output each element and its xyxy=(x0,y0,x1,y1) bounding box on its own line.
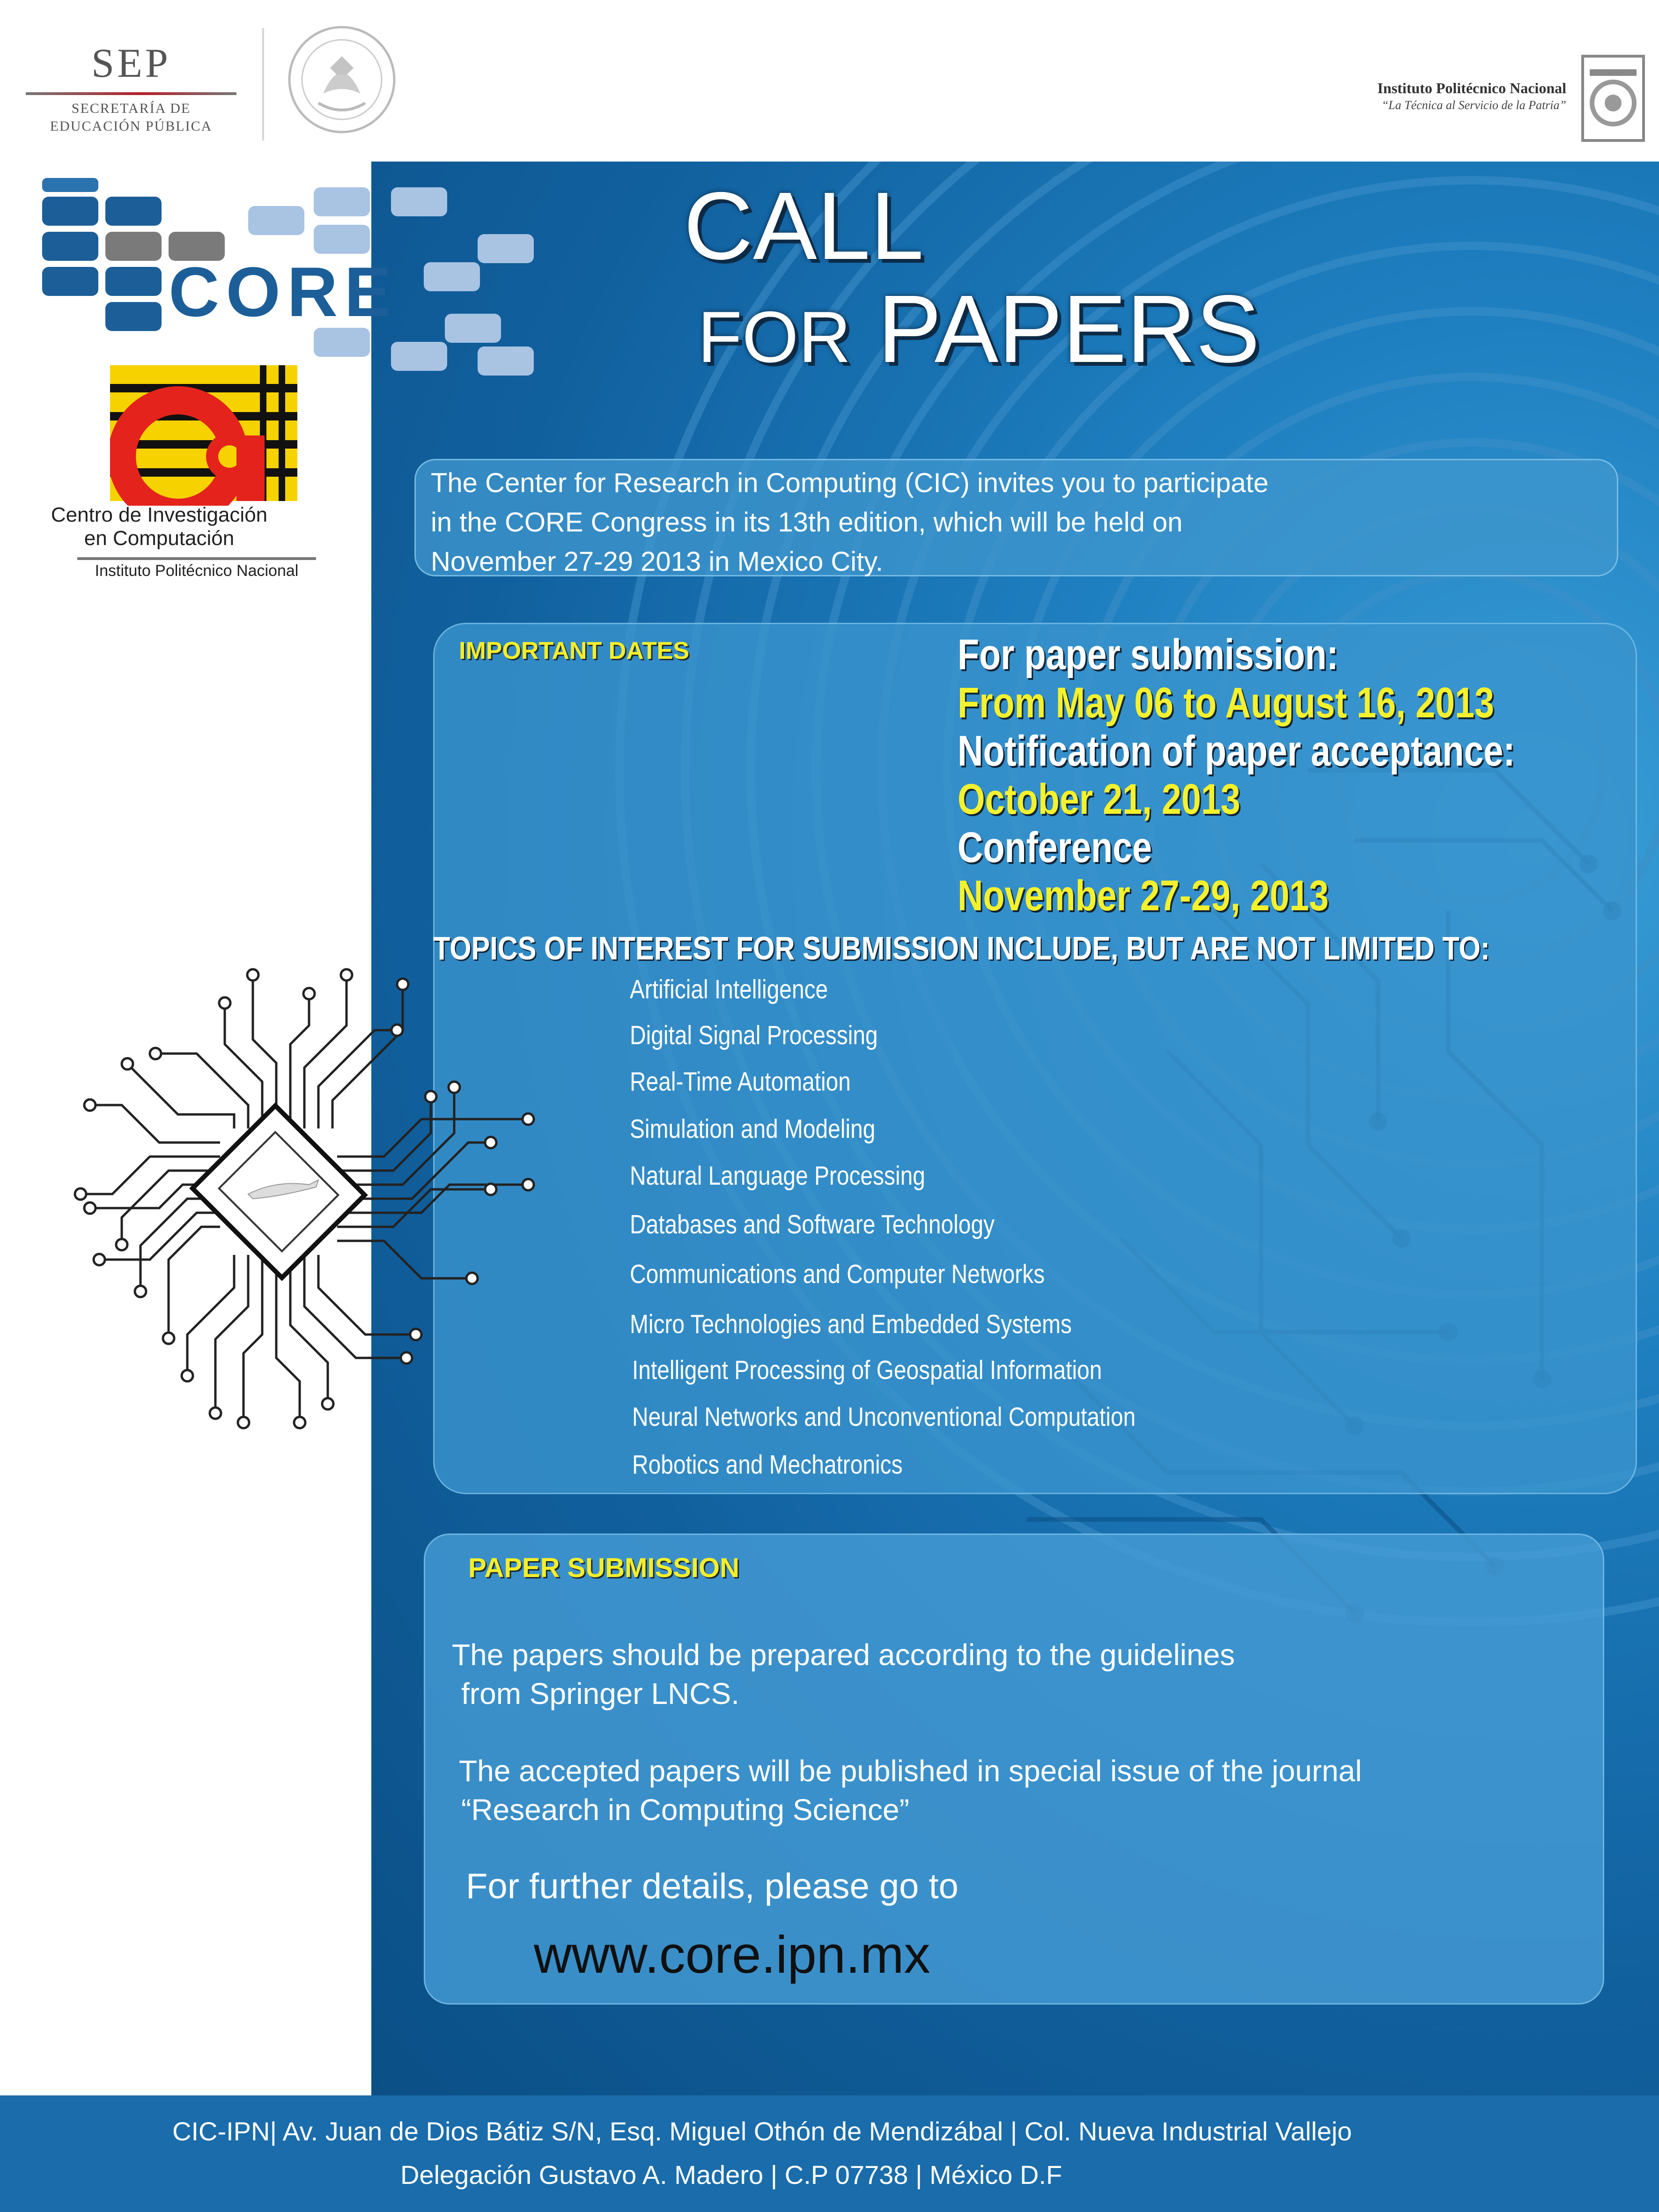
topic-item: Artificial Intelligence xyxy=(630,974,828,1004)
topic-item: Simulation and Modeling xyxy=(630,1114,876,1144)
footer xyxy=(0,2095,1659,2212)
intro-line2: in the CORE Congress in its 13th edition, which will be held on xyxy=(431,507,1183,538)
guidelines-line1: The papers should be prepared according to the guidelines xyxy=(452,1638,1235,1672)
topic-item: Intelligent Processing of Geospatial Information xyxy=(632,1355,1102,1385)
conference-label: Conference xyxy=(958,824,1152,871)
details-text: For further details, please go to xyxy=(466,1866,959,1906)
ipn-logo-block xyxy=(1302,52,1648,145)
notification-label: Notification of paper acceptance: xyxy=(958,727,1515,775)
conference-dates: November 27-29, 2013 xyxy=(958,872,1329,920)
sep-wordmark: SEP xyxy=(91,41,171,86)
topic-item: Digital Signal Processing xyxy=(630,1020,878,1050)
cic-name-line2: en Computación xyxy=(84,527,235,550)
ipn-name: Instituto Politécnico Nacional xyxy=(1377,80,1566,96)
header-divider xyxy=(262,28,264,140)
topic-item: Real-Time Automation xyxy=(630,1067,851,1097)
ipn-emblem-icon xyxy=(1578,52,1648,145)
cic-name-line1: Centro de Investigación xyxy=(51,503,268,526)
footer-address-line2: Delegación Gustavo A. Madero | C.P 07738 | México D.F xyxy=(400,2160,1062,2190)
guidelines-line2: from Springer LNCS. xyxy=(461,1677,739,1711)
topic-item: Micro Technologies and Embedded Systems xyxy=(630,1309,1072,1339)
cic-institute: Instituto Politécnico Nacional xyxy=(95,562,299,580)
sep-subtitle-line2: EDUCACIÓN PÚBLICA xyxy=(50,118,213,134)
mexico-seal-icon xyxy=(286,23,398,136)
website-link[interactable]: www.core.ipn.mx xyxy=(534,1925,930,1984)
topic-item: Robotics and Mechatronics xyxy=(632,1450,903,1480)
sep-logo-rule xyxy=(26,92,236,95)
topic-item: Databases and Software Technology xyxy=(630,1209,995,1239)
footer-address-line1: CIC-IPN| Av. Juan de Dios Bátiz S/N, Esq. Miguel Othón de Mendizábal | Col. Nueva Industrial Vallejo xyxy=(172,2116,1352,2146)
intro-text xyxy=(431,464,1601,582)
core-logo xyxy=(42,178,548,393)
title-call: CALL xyxy=(684,172,924,280)
publication-line1: The accepted papers will be published in special issue of the journal xyxy=(459,1754,1362,1788)
intro-line3: November 27-29 2013 in Mexico City. xyxy=(431,546,884,577)
submission-dates: From May 06 to August 16, 2013 xyxy=(958,679,1494,727)
submission-label: For paper submission: xyxy=(958,631,1339,678)
sep-subtitle-line1: SECRETARÍA DE xyxy=(71,101,191,116)
core-wordmark: CORE xyxy=(169,252,398,331)
title-for-papers xyxy=(698,275,1260,383)
topic-item: Neural Networks and Unconventional Computation xyxy=(632,1402,1136,1432)
sep-logo xyxy=(21,40,241,138)
top-header xyxy=(0,0,1659,162)
chip-icon xyxy=(192,1106,365,1278)
topics-heading: TOPICS OF INTEREST FOR SUBMISSION INCLUDE, BUT ARE NOT LIMITED TO: xyxy=(433,930,1490,966)
topic-item: Natural Language Processing xyxy=(630,1161,925,1191)
intro-line1: The Center for Research in Computing (CIC) invites you to participate xyxy=(431,468,1269,498)
topic-item: Communications and Computer Networks xyxy=(630,1259,1045,1289)
important-dates-heading: IMPORTANT DATES xyxy=(459,637,690,664)
publication-line2: “Research in Computing Science” xyxy=(461,1793,909,1827)
microchip-illustration xyxy=(66,951,599,1466)
paper-submission-heading: PAPER SUBMISSION xyxy=(468,1553,740,1583)
cic-logo xyxy=(110,365,297,506)
title-for: FOR xyxy=(698,296,851,377)
ipn-motto: “La Técnica al Servicio de la Patria” xyxy=(1381,98,1566,112)
cic-rule xyxy=(77,557,316,560)
title-papers: PAPERS xyxy=(877,275,1260,383)
notification-date: October 21, 2013 xyxy=(958,775,1240,823)
